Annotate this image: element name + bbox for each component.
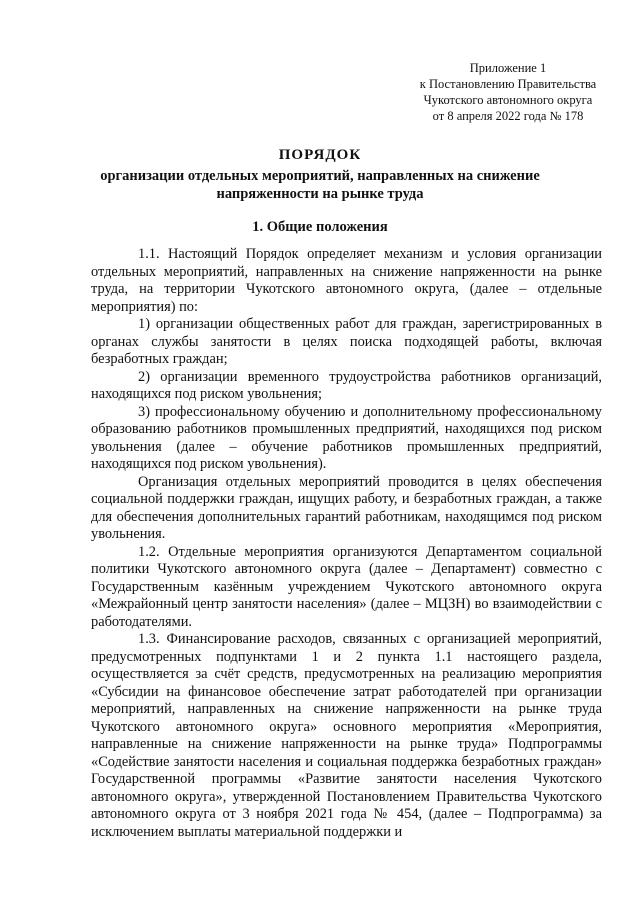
paragraph: Организация отдельных мероприятий проводится в целях обеспечения социальной поддержки граждан, ищущих работу, и безработных граждан, а также для обеспечения дополнительных гарантий работникам, находящимся под риском увольнения. xyxy=(91,473,602,542)
document-subtitle-line: напряженности на рынке труда xyxy=(216,186,424,202)
paragraph: 1.3. Финансирование расходов, связанных с организацией мероприятий, предусмотренных подпунктами 1 и 2 пункта 1.1 настоящего раздела, осуществляется за счёт средств, предусмотренных на реализацию мероприятия «Субсидии на финансовое обеспечение затрат работодателей при организации мероприятий, направленных на снижение напряженности на рынке труда Чукотского автономного округа» основного мероприятия «Мероприятия, направленные на снижение напряженности на рынке труда» Подпрограммы «Содействие занятости населения и социальная поддержка безработных граждан» Государственной программы «Развитие занятости населения Чукотского автономного округа», утвержденной Постановлением Правительства Чукотского автономного округа от 3 ноября 2021 года № 454, (далее – Подпрограмма) за исключением выплаты материальной поддержки и xyxy=(91,631,602,840)
appendix-line: от 8 апреля 2022 года № 178 xyxy=(432,109,584,123)
section-heading: 1. Общие положения xyxy=(252,219,388,235)
paragraph: 2) организации временного трудоустройства работников организаций, находящихся под риском увольнения; xyxy=(91,368,602,402)
paragraph: 3) профессиональному обучению и дополнительному профессиональному образованию работников промышленных предприятий, находящихся под риском увольнения (далее – обучение работников промышленных предприятий, находящихся под риском увольнения). xyxy=(91,403,602,472)
paragraph: 1.2. Отдельные мероприятия организуются Департаментом социальной политики Чукотского автономного округа (далее – Департамент) совместно с Государственным казённым учреждением Чукотского автономного округа «Межрайонный центр занятости населения» (далее – МЦЗН) во взаимодействии с работодателями. xyxy=(91,543,602,630)
document-title: ПОРЯДОК xyxy=(278,147,362,163)
document-body xyxy=(91,246,602,841)
paragraph: 1) организации общественных работ для граждан, зарегистрированных в органах службы занятости в целях поиска подходящей работы, включая безработных граждан; xyxy=(91,316,602,367)
appendix-line: Приложение 1 xyxy=(469,61,547,75)
appendix-line: Чукотского автономного округа xyxy=(423,93,593,107)
document-subtitle-line: организации отдельных мероприятий, направленных на снижение xyxy=(100,168,540,184)
paragraph: 1.1. Настоящий Порядок определяет механизм и условия организации отдельных мероприятий, направленных на снижение напряженности на рынке труда, на территории Чукотского автономного округа, (далее – отдельные мероприятия) по: xyxy=(91,246,602,315)
appendix-line: к Постановлению Правительства xyxy=(419,77,597,91)
appendix-block xyxy=(392,60,624,124)
